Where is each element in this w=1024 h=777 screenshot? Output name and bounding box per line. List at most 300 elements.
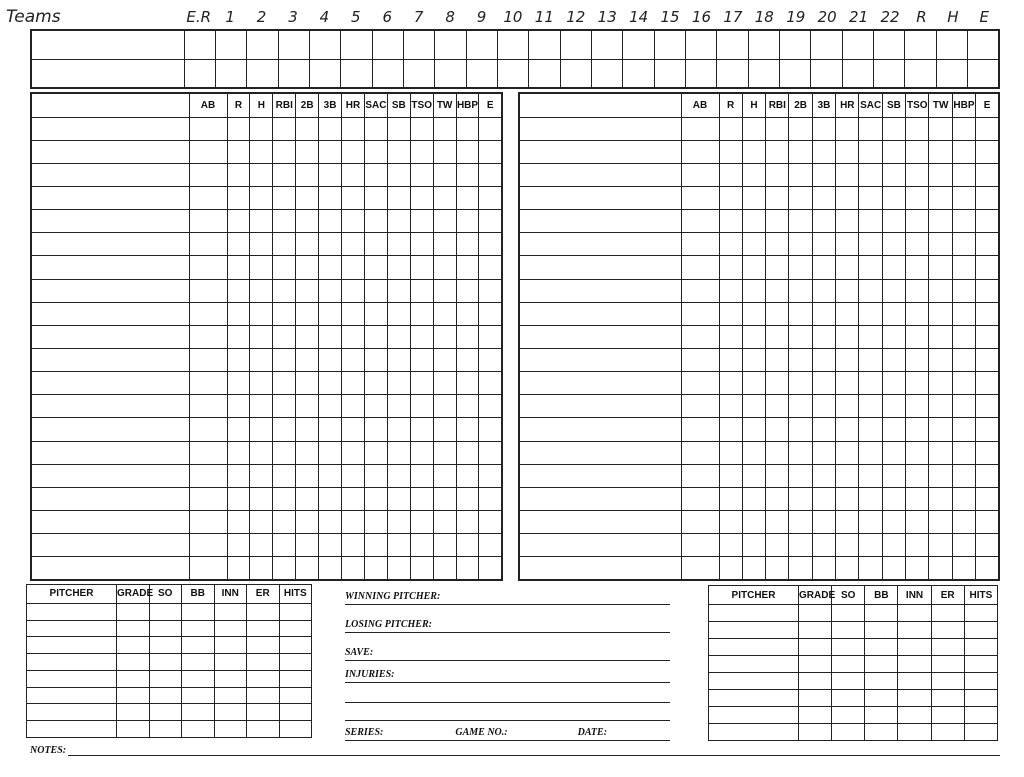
pitching-stat-cell[interactable] (247, 654, 280, 671)
stat-cell[interactable] (273, 418, 296, 441)
stat-cell[interactable] (364, 187, 387, 210)
pitching-stat-cell[interactable] (898, 690, 931, 707)
stat-cell[interactable] (742, 395, 765, 418)
pitcher-name-cell[interactable] (27, 637, 117, 654)
stat-cell[interactable] (387, 395, 410, 418)
stat-cell[interactable] (976, 464, 999, 487)
stat-cell[interactable] (410, 302, 433, 325)
stat-cell[interactable] (319, 557, 342, 580)
stat-cell[interactable] (387, 325, 410, 348)
stat-cell[interactable] (812, 187, 835, 210)
stat-cell[interactable] (342, 302, 365, 325)
stat-cell[interactable] (342, 279, 365, 302)
stat-cell[interactable] (227, 557, 250, 580)
stat-cell[interactable] (364, 441, 387, 464)
inning-score-cell[interactable] (968, 30, 999, 59)
player-name-cell[interactable] (31, 487, 189, 510)
pitching-stat-cell[interactable] (832, 724, 865, 741)
pitching-stat-cell[interactable] (214, 603, 247, 620)
stat-cell[interactable] (929, 349, 952, 372)
stat-cell[interactable] (812, 210, 835, 233)
stat-cell[interactable] (273, 557, 296, 580)
stat-cell[interactable] (433, 140, 456, 163)
pitching-stat-cell[interactable] (898, 673, 931, 690)
stat-cell[interactable] (456, 210, 479, 233)
player-name-cell[interactable] (31, 464, 189, 487)
stat-cell[interactable] (387, 349, 410, 372)
stat-cell[interactable] (719, 210, 742, 233)
stat-cell[interactable] (189, 117, 227, 140)
stat-cell[interactable] (227, 464, 250, 487)
stat-cell[interactable] (766, 279, 789, 302)
stat-cell[interactable] (681, 233, 719, 256)
stat-cell[interactable] (410, 487, 433, 510)
player-name-cell[interactable] (519, 210, 681, 233)
pitching-stat-cell[interactable] (117, 637, 150, 654)
stat-cell[interactable] (342, 557, 365, 580)
stat-cell[interactable] (836, 511, 859, 534)
stat-cell[interactable] (812, 487, 835, 510)
stat-cell[interactable] (273, 117, 296, 140)
stat-cell[interactable] (273, 210, 296, 233)
stat-cell[interactable] (364, 210, 387, 233)
stat-cell[interactable] (836, 233, 859, 256)
inning-score-cell[interactable] (497, 30, 528, 59)
inning-score-cell[interactable] (780, 30, 811, 59)
stat-cell[interactable] (681, 140, 719, 163)
stat-cell[interactable] (836, 325, 859, 348)
stat-cell[interactable] (456, 163, 479, 186)
stat-cell[interactable] (906, 349, 929, 372)
inning-score-cell[interactable] (936, 30, 967, 59)
player-name-cell[interactable] (519, 464, 681, 487)
stat-cell[interactable] (410, 534, 433, 557)
inning-score-cell[interactable] (435, 30, 466, 59)
stat-cell[interactable] (719, 325, 742, 348)
stat-cell[interactable] (189, 279, 227, 302)
stat-cell[interactable] (319, 210, 342, 233)
stat-cell[interactable] (859, 325, 882, 348)
pitcher-name-cell[interactable] (709, 605, 799, 622)
stat-cell[interactable] (681, 210, 719, 233)
inning-score-cell[interactable] (309, 30, 340, 59)
stat-cell[interactable] (296, 349, 319, 372)
stat-cell[interactable] (456, 441, 479, 464)
stat-cell[interactable] (456, 117, 479, 140)
stat-cell[interactable] (387, 464, 410, 487)
pitching-stat-cell[interactable] (214, 620, 247, 637)
pitching-stat-cell[interactable] (182, 687, 215, 704)
stat-cell[interactable] (882, 487, 905, 510)
stat-cell[interactable] (189, 511, 227, 534)
stat-cell[interactable] (189, 349, 227, 372)
stat-cell[interactable] (859, 418, 882, 441)
pitcher-name-cell[interactable] (709, 639, 799, 656)
stat-cell[interactable] (976, 279, 999, 302)
stat-cell[interactable] (250, 140, 273, 163)
player-name-cell[interactable] (519, 163, 681, 186)
stat-cell[interactable] (976, 418, 999, 441)
stat-cell[interactable] (342, 395, 365, 418)
stat-cell[interactable] (410, 372, 433, 395)
stat-cell[interactable] (882, 117, 905, 140)
stat-cell[interactable] (766, 441, 789, 464)
stat-cell[interactable] (812, 395, 835, 418)
stat-cell[interactable] (836, 117, 859, 140)
stat-cell[interactable] (456, 302, 479, 325)
stat-cell[interactable] (456, 256, 479, 279)
stat-cell[interactable] (387, 279, 410, 302)
pitching-stat-cell[interactable] (279, 687, 312, 704)
stat-cell[interactable] (410, 187, 433, 210)
losing-pitcher-line[interactable] (345, 615, 670, 633)
stat-cell[interactable] (250, 441, 273, 464)
stat-cell[interactable] (433, 187, 456, 210)
stat-cell[interactable] (766, 256, 789, 279)
stat-cell[interactable] (433, 464, 456, 487)
stat-cell[interactable] (342, 464, 365, 487)
stat-cell[interactable] (789, 464, 812, 487)
pitching-stat-cell[interactable] (279, 654, 312, 671)
pitcher-name-cell[interactable] (27, 721, 117, 738)
stat-cell[interactable] (929, 279, 952, 302)
stat-cell[interactable] (906, 418, 929, 441)
stat-cell[interactable] (410, 256, 433, 279)
stat-cell[interactable] (719, 233, 742, 256)
inning-score-cell[interactable] (623, 30, 654, 59)
player-name-cell[interactable] (519, 487, 681, 510)
pitching-stat-cell[interactable] (247, 687, 280, 704)
pitching-stat-cell[interactable] (799, 605, 832, 622)
pitching-stat-cell[interactable] (214, 637, 247, 654)
stat-cell[interactable] (812, 256, 835, 279)
save-line[interactable] (345, 643, 670, 661)
stat-cell[interactable] (906, 256, 929, 279)
stat-cell[interactable] (189, 187, 227, 210)
stat-cell[interactable] (479, 349, 502, 372)
stat-cell[interactable] (742, 418, 765, 441)
pitching-stat-cell[interactable] (182, 721, 215, 738)
stat-cell[interactable] (410, 210, 433, 233)
pitching-stat-cell[interactable] (214, 670, 247, 687)
stat-cell[interactable] (319, 487, 342, 510)
stat-cell[interactable] (882, 302, 905, 325)
stat-cell[interactable] (342, 140, 365, 163)
pitching-stat-cell[interactable] (247, 670, 280, 687)
pitching-stat-cell[interactable] (117, 603, 150, 620)
stat-cell[interactable] (952, 117, 975, 140)
stat-cell[interactable] (296, 163, 319, 186)
stat-cell[interactable] (906, 163, 929, 186)
stat-cell[interactable] (976, 325, 999, 348)
stat-cell[interactable] (882, 140, 905, 163)
stat-cell[interactable] (387, 140, 410, 163)
stat-cell[interactable] (250, 233, 273, 256)
pitching-stat-cell[interactable] (247, 620, 280, 637)
inning-score-cell[interactable] (309, 59, 340, 88)
pitcher-name-cell[interactable] (709, 673, 799, 690)
notes-line[interactable] (30, 742, 1000, 756)
inning-score-cell[interactable] (842, 30, 873, 59)
stat-cell[interactable] (906, 534, 929, 557)
player-name-cell[interactable] (519, 534, 681, 557)
stat-cell[interactable] (364, 325, 387, 348)
stat-cell[interactable] (859, 557, 882, 580)
player-name-cell[interactable] (519, 117, 681, 140)
stat-cell[interactable] (189, 163, 227, 186)
inning-score-cell[interactable] (184, 59, 215, 88)
stat-cell[interactable] (227, 487, 250, 510)
stat-cell[interactable] (929, 163, 952, 186)
stat-cell[interactable] (976, 557, 999, 580)
pitcher-name-cell[interactable] (27, 670, 117, 687)
stat-cell[interactable] (859, 487, 882, 510)
stat-cell[interactable] (387, 557, 410, 580)
stat-cell[interactable] (189, 464, 227, 487)
stat-cell[interactable] (681, 325, 719, 348)
stat-cell[interactable] (742, 557, 765, 580)
stat-cell[interactable] (859, 256, 882, 279)
stat-cell[interactable] (189, 487, 227, 510)
stat-cell[interactable] (296, 464, 319, 487)
stat-cell[interactable] (189, 395, 227, 418)
stat-cell[interactable] (479, 210, 502, 233)
stat-cell[interactable] (952, 349, 975, 372)
stat-cell[interactable] (719, 187, 742, 210)
inning-score-cell[interactable] (717, 59, 748, 88)
stat-cell[interactable] (479, 464, 502, 487)
stat-cell[interactable] (410, 557, 433, 580)
stat-cell[interactable] (319, 534, 342, 557)
stat-cell[interactable] (387, 441, 410, 464)
stat-cell[interactable] (479, 372, 502, 395)
stat-cell[interactable] (766, 187, 789, 210)
stat-cell[interactable] (456, 233, 479, 256)
player-name-cell[interactable] (519, 557, 681, 580)
stat-cell[interactable] (742, 349, 765, 372)
player-name-cell[interactable] (31, 233, 189, 256)
stat-cell[interactable] (976, 441, 999, 464)
stat-cell[interactable] (433, 557, 456, 580)
stat-cell[interactable] (456, 534, 479, 557)
player-name-cell[interactable] (519, 349, 681, 372)
player-name-cell[interactable] (31, 279, 189, 302)
stat-cell[interactable] (789, 163, 812, 186)
stat-cell[interactable] (882, 279, 905, 302)
stat-cell[interactable] (789, 557, 812, 580)
inning-score-cell[interactable] (654, 59, 685, 88)
stat-cell[interactable] (952, 418, 975, 441)
stat-cell[interactable] (952, 464, 975, 487)
stat-cell[interactable] (929, 395, 952, 418)
stat-cell[interactable] (742, 325, 765, 348)
pitcher-name-cell[interactable] (27, 687, 117, 704)
pitching-stat-cell[interactable] (799, 639, 832, 656)
stat-cell[interactable] (766, 302, 789, 325)
stat-cell[interactable] (719, 372, 742, 395)
stat-cell[interactable] (882, 349, 905, 372)
stat-cell[interactable] (812, 140, 835, 163)
inning-score-cell[interactable] (811, 59, 842, 88)
stat-cell[interactable] (364, 372, 387, 395)
stat-cell[interactable] (456, 279, 479, 302)
stat-cell[interactable] (479, 534, 502, 557)
inning-score-cell[interactable] (623, 59, 654, 88)
player-name-cell[interactable] (31, 210, 189, 233)
stat-cell[interactable] (929, 187, 952, 210)
stat-cell[interactable] (859, 395, 882, 418)
stat-cell[interactable] (789, 256, 812, 279)
stat-cell[interactable] (364, 163, 387, 186)
stat-cell[interactable] (456, 487, 479, 510)
pitching-stat-cell[interactable] (799, 673, 832, 690)
player-name-cell[interactable] (31, 163, 189, 186)
stat-cell[interactable] (273, 302, 296, 325)
stat-cell[interactable] (227, 256, 250, 279)
stat-cell[interactable] (952, 487, 975, 510)
pitching-stat-cell[interactable] (898, 605, 931, 622)
pitching-stat-cell[interactable] (117, 654, 150, 671)
stat-cell[interactable] (906, 302, 929, 325)
stat-cell[interactable] (410, 117, 433, 140)
inning-score-cell[interactable] (686, 30, 717, 59)
stat-cell[interactable] (387, 187, 410, 210)
stat-cell[interactable] (296, 534, 319, 557)
stat-cell[interactable] (906, 187, 929, 210)
stat-cell[interactable] (479, 117, 502, 140)
stat-cell[interactable] (364, 140, 387, 163)
stat-cell[interactable] (719, 117, 742, 140)
stat-cell[interactable] (976, 140, 999, 163)
inning-score-cell[interactable] (905, 30, 936, 59)
stat-cell[interactable] (812, 349, 835, 372)
stat-cell[interactable] (319, 418, 342, 441)
stat-cell[interactable] (836, 418, 859, 441)
pitching-stat-cell[interactable] (117, 670, 150, 687)
stat-cell[interactable] (433, 325, 456, 348)
stat-cell[interactable] (929, 210, 952, 233)
stat-cell[interactable] (319, 372, 342, 395)
stat-cell[interactable] (189, 372, 227, 395)
injuries-line-2[interactable] (345, 685, 670, 703)
stat-cell[interactable] (742, 256, 765, 279)
stat-cell[interactable] (189, 534, 227, 557)
stat-cell[interactable] (364, 233, 387, 256)
player-name-cell[interactable] (31, 395, 189, 418)
stat-cell[interactable] (250, 487, 273, 510)
stat-cell[interactable] (250, 464, 273, 487)
stat-cell[interactable] (342, 487, 365, 510)
stat-cell[interactable] (836, 279, 859, 302)
stat-cell[interactable] (836, 210, 859, 233)
stat-cell[interactable] (719, 256, 742, 279)
stat-cell[interactable] (189, 210, 227, 233)
pitching-stat-cell[interactable] (931, 622, 964, 639)
stat-cell[interactable] (812, 464, 835, 487)
stat-cell[interactable] (719, 395, 742, 418)
pitching-stat-cell[interactable] (279, 620, 312, 637)
stat-cell[interactable] (719, 557, 742, 580)
stat-cell[interactable] (479, 187, 502, 210)
stat-cell[interactable] (319, 395, 342, 418)
stat-cell[interactable] (766, 140, 789, 163)
stat-cell[interactable] (766, 349, 789, 372)
stat-cell[interactable] (250, 418, 273, 441)
pitching-stat-cell[interactable] (865, 690, 898, 707)
stat-cell[interactable] (479, 511, 502, 534)
player-name-cell[interactable] (519, 325, 681, 348)
pitching-stat-cell[interactable] (149, 654, 182, 671)
player-name-cell[interactable] (519, 372, 681, 395)
pitching-stat-cell[interactable] (279, 637, 312, 654)
stat-cell[interactable] (364, 256, 387, 279)
stat-cell[interactable] (410, 464, 433, 487)
stat-cell[interactable] (342, 325, 365, 348)
stat-cell[interactable] (859, 464, 882, 487)
pitcher-name-cell[interactable] (27, 603, 117, 620)
stat-cell[interactable] (719, 487, 742, 510)
stat-cell[interactable] (812, 163, 835, 186)
stat-cell[interactable] (976, 187, 999, 210)
stat-cell[interactable] (364, 511, 387, 534)
player-name-cell[interactable] (519, 511, 681, 534)
pitching-stat-cell[interactable] (247, 704, 280, 721)
pitching-stat-cell[interactable] (865, 673, 898, 690)
pitching-stat-cell[interactable] (149, 603, 182, 620)
pitching-stat-cell[interactable] (832, 707, 865, 724)
player-name-cell[interactable] (31, 349, 189, 372)
stat-cell[interactable] (681, 534, 719, 557)
pitching-stat-cell[interactable] (799, 656, 832, 673)
pitching-stat-cell[interactable] (117, 687, 150, 704)
stat-cell[interactable] (410, 140, 433, 163)
stat-cell[interactable] (859, 302, 882, 325)
stat-cell[interactable] (742, 487, 765, 510)
pitching-stat-cell[interactable] (149, 670, 182, 687)
stat-cell[interactable] (479, 233, 502, 256)
stat-cell[interactable] (742, 511, 765, 534)
stat-cell[interactable] (227, 233, 250, 256)
stat-cell[interactable] (836, 395, 859, 418)
stat-cell[interactable] (952, 534, 975, 557)
pitching-stat-cell[interactable] (799, 724, 832, 741)
stat-cell[interactable] (681, 441, 719, 464)
stat-cell[interactable] (479, 279, 502, 302)
stat-cell[interactable] (882, 372, 905, 395)
stat-cell[interactable] (836, 441, 859, 464)
stat-cell[interactable] (479, 441, 502, 464)
stat-cell[interactable] (364, 464, 387, 487)
stat-cell[interactable] (882, 557, 905, 580)
stat-cell[interactable] (364, 487, 387, 510)
stat-cell[interactable] (387, 418, 410, 441)
stat-cell[interactable] (342, 372, 365, 395)
stat-cell[interactable] (296, 441, 319, 464)
stat-cell[interactable] (273, 140, 296, 163)
player-name-cell[interactable] (519, 418, 681, 441)
stat-cell[interactable] (681, 349, 719, 372)
stat-cell[interactable] (250, 534, 273, 557)
stat-cell[interactable] (681, 557, 719, 580)
pitching-stat-cell[interactable] (149, 687, 182, 704)
stat-cell[interactable] (227, 117, 250, 140)
player-name-cell[interactable] (31, 256, 189, 279)
stat-cell[interactable] (789, 233, 812, 256)
pitching-stat-cell[interactable] (149, 637, 182, 654)
stat-cell[interactable] (929, 233, 952, 256)
inning-score-cell[interactable] (529, 30, 560, 59)
stat-cell[interactable] (479, 325, 502, 348)
